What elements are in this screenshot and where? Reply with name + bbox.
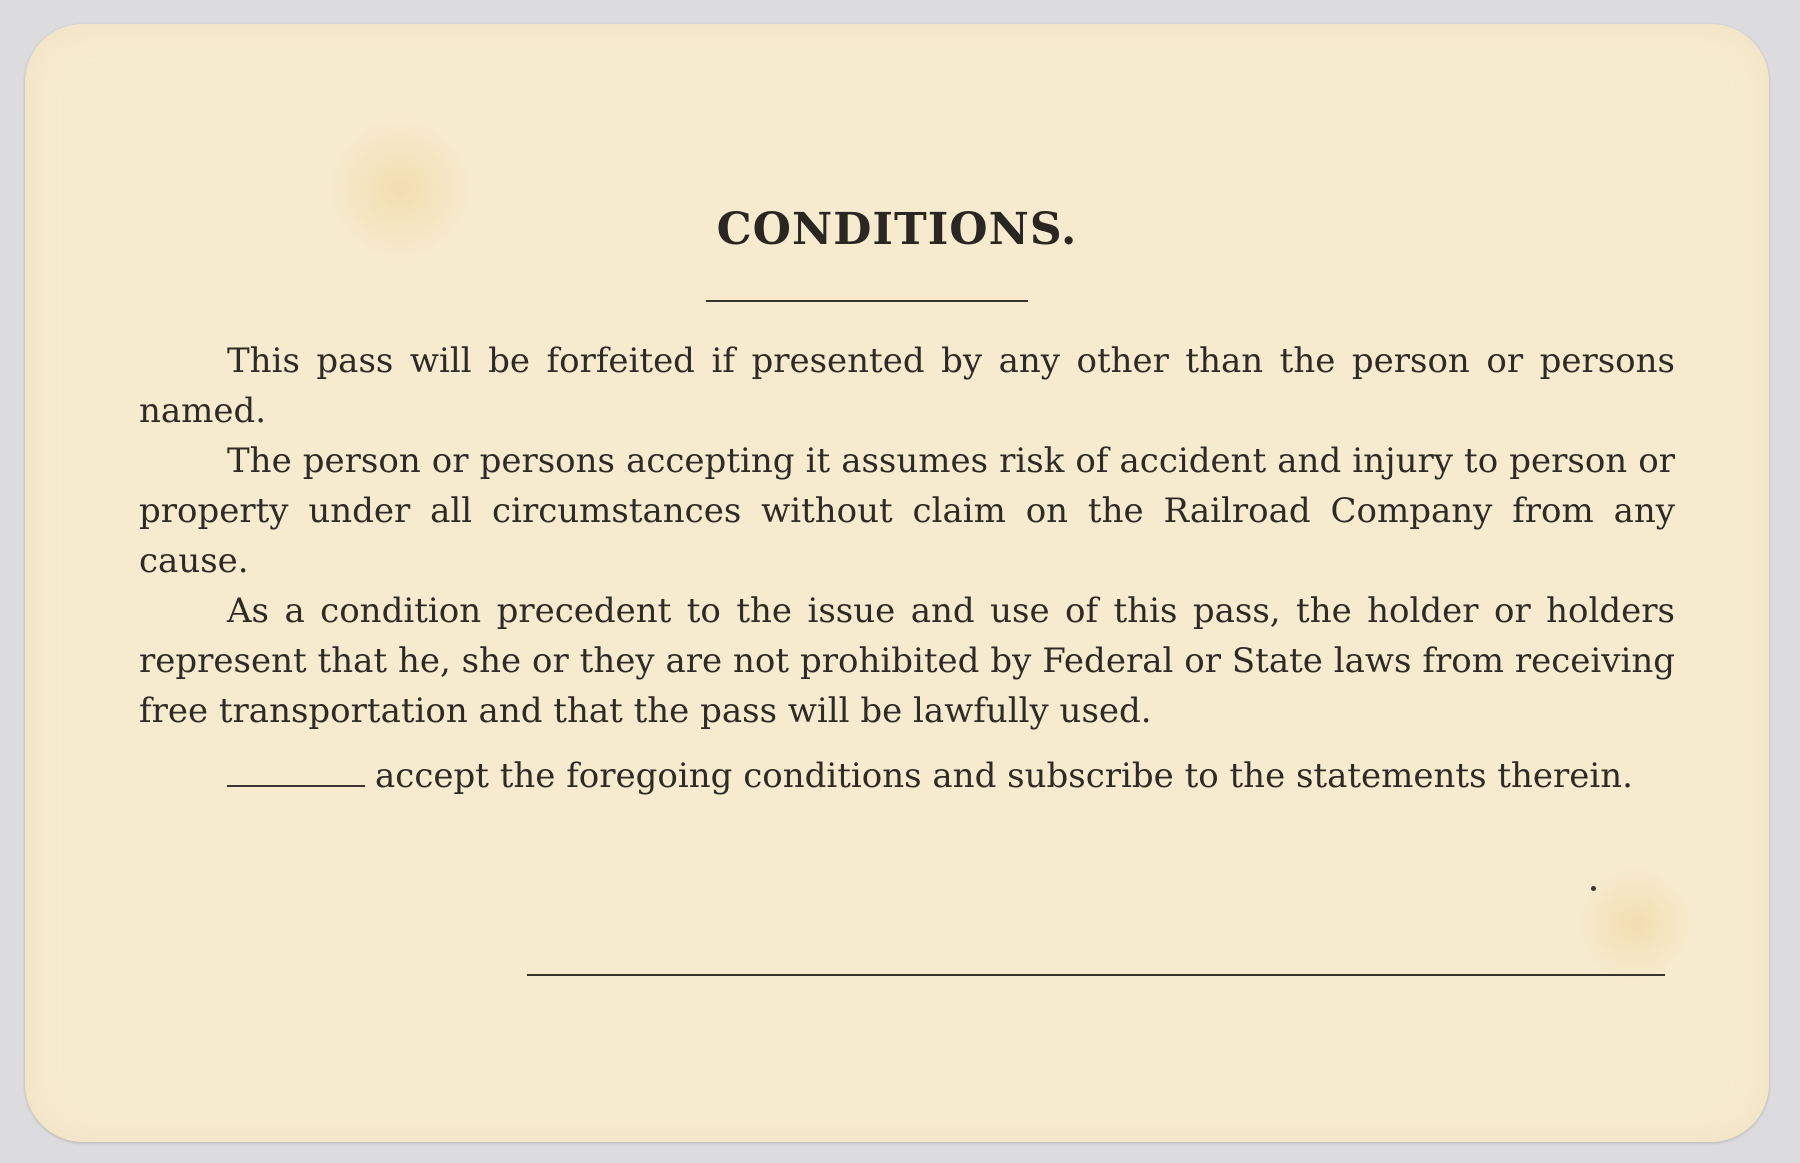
name-blank-line xyxy=(227,784,365,787)
ink-speck xyxy=(1591,886,1596,891)
acceptance-text: accept the foregoing conditions and subscribe to the statements therein. xyxy=(375,756,1633,796)
conditions-heading: CONDITIONS. xyxy=(716,204,1078,255)
condition-paragraph-forfeit: This pass will be forfeited if presented by any other than the person or persons named. xyxy=(139,341,1675,431)
condition-paragraph-lawful-use: As a condition precedent to the issue and use of this pass, the holder or holders represent that he, she or they are not prohibited by Federal or State laws from receiving free transportation and that the pass will be lawfully used. xyxy=(139,591,1675,731)
signature-line xyxy=(527,974,1665,976)
title-divider xyxy=(706,300,1028,302)
condition-paragraph-risk: The person or persons accepting it assumes risk of accident and injury to person or property under all circumstances without claim on the Railroad Company from any cause. xyxy=(139,441,1675,581)
acceptance-paragraph xyxy=(139,751,1675,801)
conditions-text xyxy=(139,336,1675,801)
paper-stain xyxy=(1575,864,1695,984)
pass-card xyxy=(25,24,1769,1142)
